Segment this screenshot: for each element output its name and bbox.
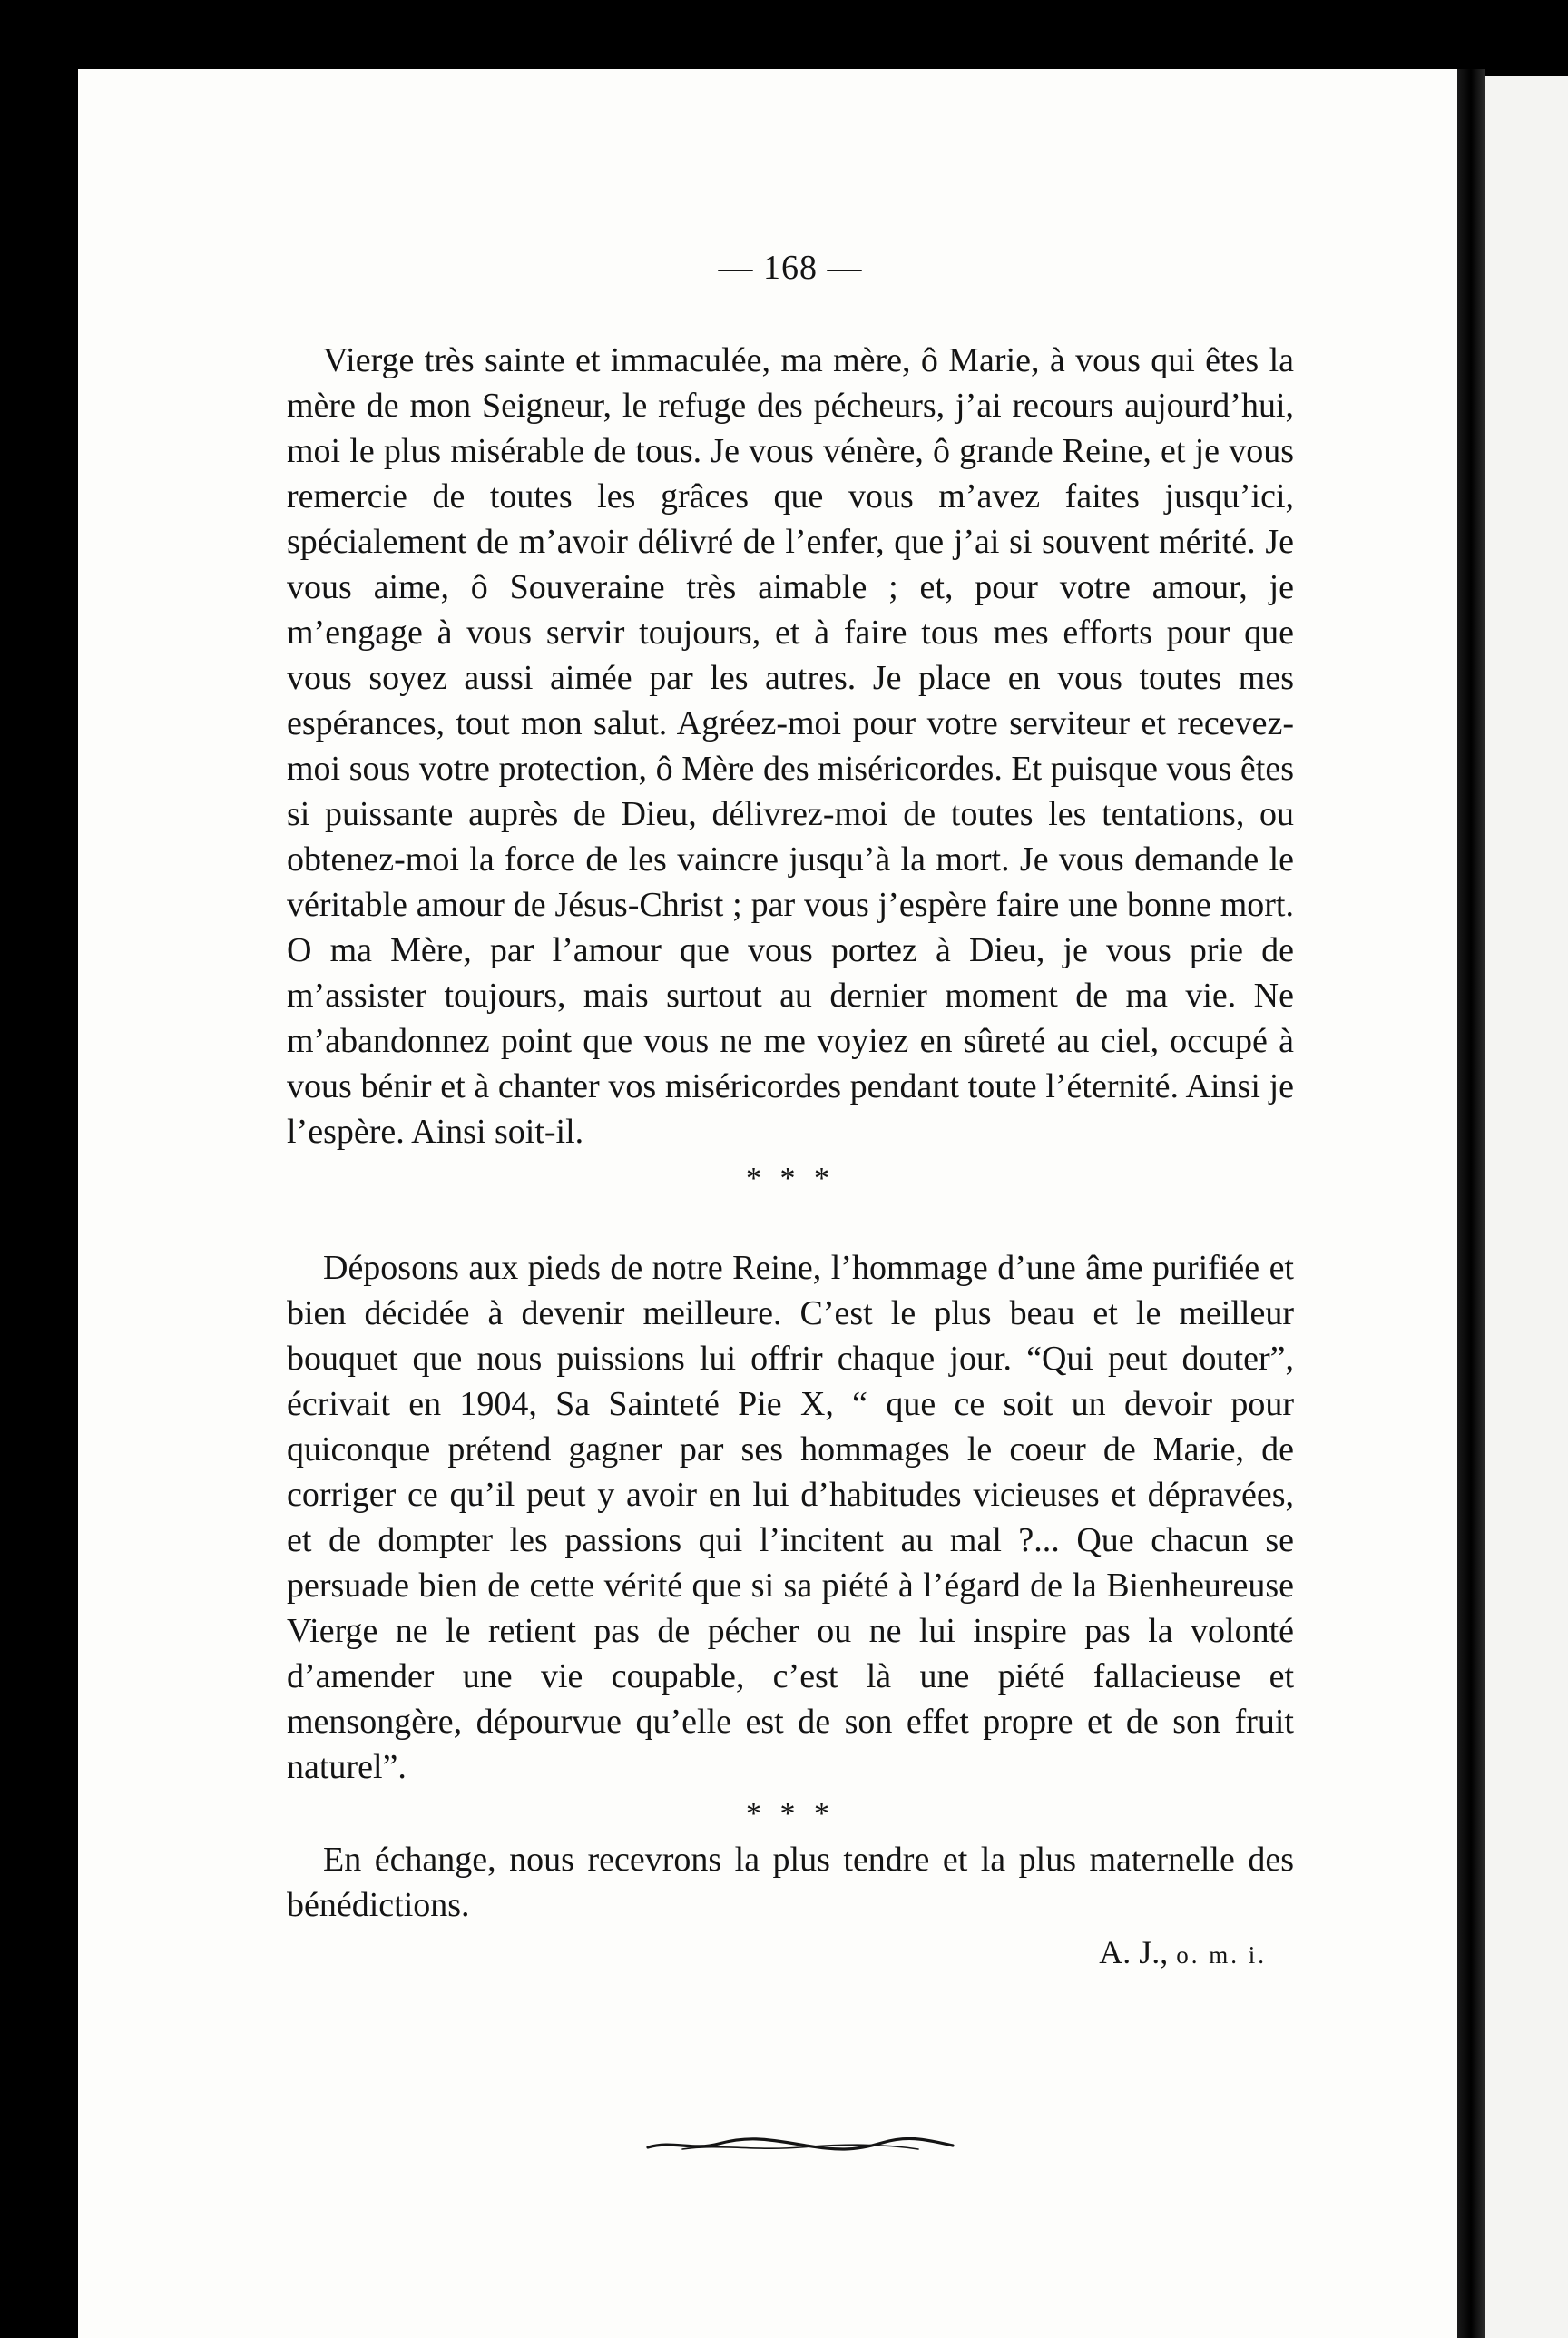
closing-paragraph: En échange, nous recevrons la plus tendre et la plus maternelle des bénédictions. (287, 1841, 1294, 1924)
author-signature (287, 1930, 1267, 1978)
tail-ornament (646, 2133, 955, 2156)
facing-page-edge (1485, 76, 1568, 2338)
commentary-paragraph: Déposons aux pieds de notre Reine, l’hommage d’une âme purifiée et bien décidée à devenir meilleure. C’est le plus beau et le meilleur bouquet que nous puissions lui offrir chaque jour. “Qui peut douter”, écrivait en 1904, Sa Sainteté Pie X, “ que ce soit un devoir pour quiconque prétend gagner par ses hommages le coeur de Marie, de corriger ce qu’il peut y avoir en lui d’habitudes vicieuses et dépravées, et de dompter les passions qui l’incitent au mal ?... Que chacun se persuade bien de cette vérité que si sa piété à l’égard de la Bienheureuse Vierge ne le retient pas de pécher ou ne lui inspire pas la volonté d’amender une vie coupable, c’est là une piété fallacieuse et mensongère, dépourvue qu’elle est de son effet propre et de son fruit naturel”. (287, 1249, 1294, 1786)
page-gutter (1457, 69, 1485, 2338)
page-text (287, 245, 1294, 1978)
section-separator: * * * (746, 1162, 835, 1195)
signature-order: o. m. i. (1176, 1941, 1267, 1969)
section-separator: * * * (746, 1797, 835, 1831)
page-number: — 168 — (718, 249, 863, 287)
signature-initials: A. J., (1099, 1934, 1169, 1970)
prayer-paragraph: Vierge très sainte et immaculée, ma mère, ô Marie, à vous qui êtes la mère de mon Seigneur, le refuge des pécheurs, j’ai recours aujourd’hui, moi le plus misérable de tous. Je vous vénère, ô grande Reine, et je vous remercie de toutes les grâces que vous m’avez faites jusqu’ici, spécialement de m’avoir délivré de l’enfer, que j’ai si souvent mérité. Je vous aime, ô Souveraine très aimable ; et, pour votre amour, je m’engage à vous servir toujours, et à faire tous mes efforts pour que vous soyez aussi aimée par les autres. Je place en vous toutes mes espérances, tout mon salut. Agréez-moi pour votre serviteur et recevez-moi sous votre protection, ô Mère des miséricordes. Et puisque vous êtes si puissante auprès de Dieu, délivrez-moi de toutes les tentations, ou obtenez-moi la force de les vaincre jusqu’à la mort. Je vous demande le véritable amour de Jésus-Christ ; par vous j’espère faire une bonne mort. O ma Mère, par l’amour que vous portez à Dieu, je vous prie de m’assister toujours, mais surtout au dernier moment de ma vie. Ne m’abandonnez point que vous ne me voyiez en sûreté au ciel, occupé à vous bénir et à chanter vos miséricordes pendant toute l’éternité. Ainsi je l’espère. Ainsi soit-il. (287, 341, 1294, 1151)
